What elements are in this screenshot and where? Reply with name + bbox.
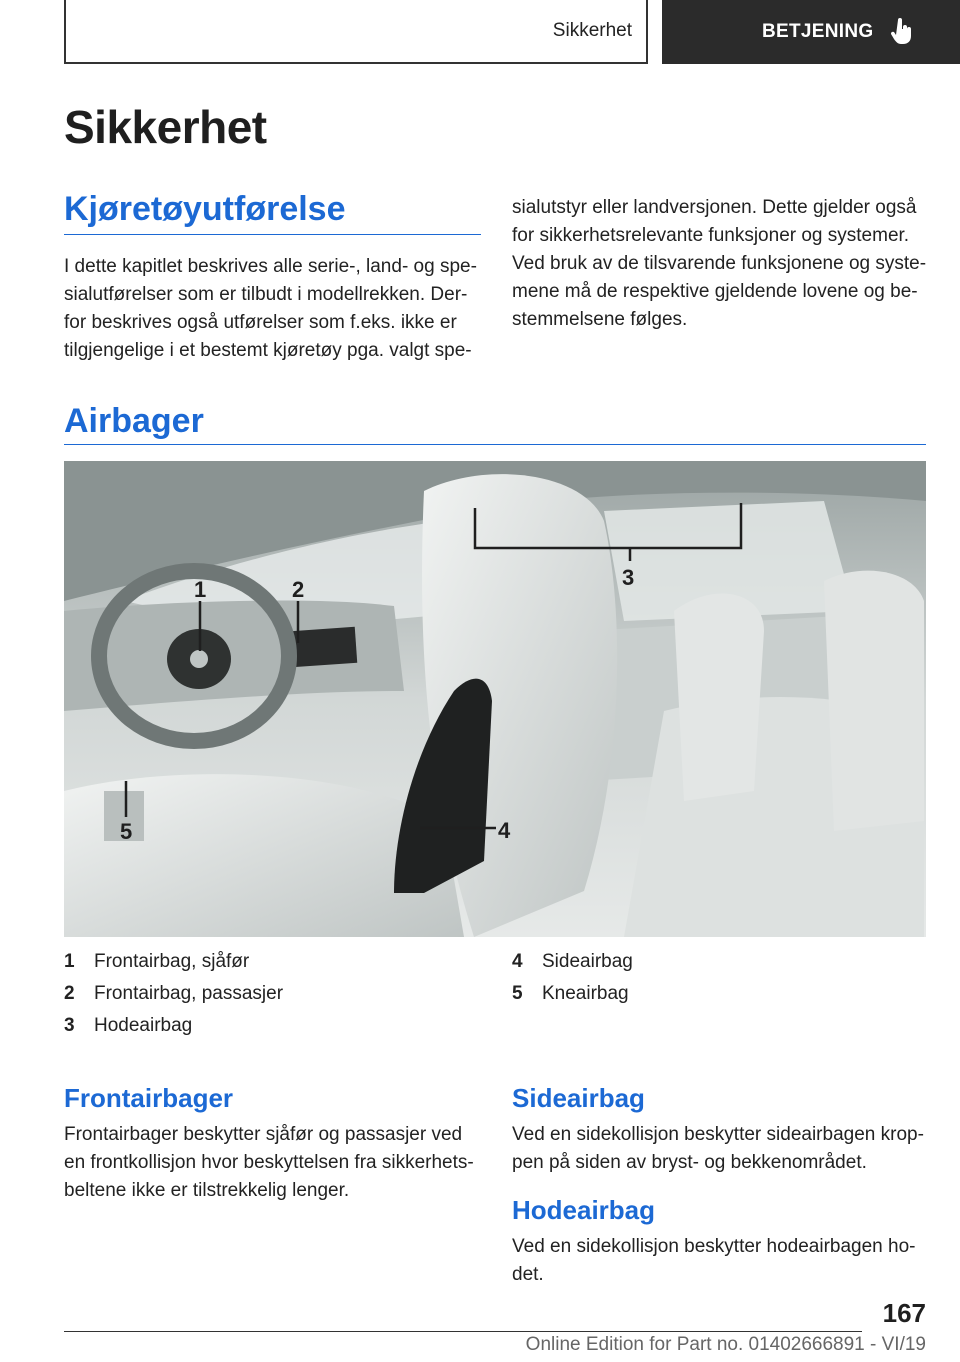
legend-item bbox=[64, 946, 484, 978]
side-text bbox=[512, 1121, 952, 1177]
legend-number: 1 bbox=[64, 951, 75, 972]
page-title: Sikkerhet bbox=[64, 101, 267, 153]
text-line: beltene ikke er tilstrekkelig lenger. bbox=[64, 1180, 350, 1201]
section-heading-airbags: Airbager bbox=[64, 402, 204, 440]
header-section-tab bbox=[64, 0, 648, 64]
legend-number: 5 bbox=[512, 983, 523, 1004]
vehicle-text-col1 bbox=[64, 253, 484, 365]
legend-number: 3 bbox=[64, 1015, 75, 1036]
footer-edition-text: Online Edition for Part no. 01402666891 - VI/19 bbox=[525, 1334, 926, 1355]
text-line: for beskrives også utførelser som f.eks. ikke er bbox=[64, 312, 457, 333]
text-line: Ved en sidekollisjon beskytter hodeairbagen ho- bbox=[512, 1236, 916, 1257]
header-section-label: Sikkerhet bbox=[552, 20, 632, 41]
front-text bbox=[64, 1121, 504, 1205]
text-line: en frontkollisjon hvor beskyttelsen fra sikkerhets- bbox=[64, 1152, 474, 1173]
legend-label: Frontairbag, passasjer bbox=[94, 983, 284, 1004]
legend-item bbox=[512, 978, 932, 1010]
legend-number: 2 bbox=[64, 983, 75, 1004]
callout-1: 1 bbox=[194, 577, 207, 602]
section-rule-airbags bbox=[64, 444, 926, 445]
legend-item bbox=[64, 978, 484, 1010]
callout-3: 3 bbox=[622, 565, 635, 590]
text-line: tilgjengelige i et bestemt kjøretøy pga. valgt spe- bbox=[64, 340, 472, 361]
airbag-illustration bbox=[64, 461, 926, 937]
header-chapter-label: BETJENING bbox=[762, 21, 874, 42]
text-line: sialutstyr eller landversjonen. Dette gjelder også bbox=[512, 197, 917, 218]
text-line: Ved bruk av de tilsvarende funksjonene og syste- bbox=[512, 253, 927, 274]
callout-2: 2 bbox=[292, 577, 305, 602]
legend-number: 4 bbox=[512, 951, 523, 972]
legend-col1 bbox=[64, 946, 484, 1042]
text-line: mene må de respektive gjeldende lovene og be- bbox=[512, 281, 918, 302]
section-heading-head: Hodeairbag bbox=[512, 1195, 656, 1225]
footer-rule bbox=[64, 1331, 862, 1332]
text-line: Frontairbager beskytter sjåfør og passasjer ved bbox=[64, 1124, 463, 1145]
text-line: for sikkerhetsrelevante funksjoner og systemer. bbox=[512, 225, 910, 246]
legend-label: Frontairbag, sjåfør bbox=[94, 951, 250, 972]
text-line: Ved en sidekollisjon beskytter sideairbagen krop- bbox=[512, 1124, 924, 1145]
text-line: stemmelsene følges. bbox=[512, 309, 688, 330]
legend-label: Kneairbag bbox=[542, 983, 629, 1004]
section-heading-vehicle: Kjøretøyutførelse bbox=[64, 190, 346, 228]
callout-5: 5 bbox=[120, 819, 133, 844]
legend-col2 bbox=[512, 946, 932, 1010]
text-line: pen på siden av bryst- og bekkenområdet. bbox=[512, 1152, 867, 1173]
section-heading-front: Frontairbager bbox=[64, 1083, 234, 1113]
section-heading-side: Sideairbag bbox=[512, 1083, 645, 1113]
hand-pointer-icon bbox=[891, 18, 913, 46]
page-number: 167 bbox=[882, 1298, 926, 1328]
header-chapter-tab bbox=[662, 0, 960, 64]
text-line: sialutførelser som er tilbudt i modellrekken. Der- bbox=[64, 284, 468, 305]
car-interior-drawing bbox=[64, 461, 926, 937]
text-line: I dette kapitlet beskrives alle serie-, land- og spe- bbox=[64, 256, 477, 277]
legend-label: Sideairbag bbox=[542, 951, 633, 972]
text-line: det. bbox=[512, 1264, 544, 1285]
callout-4: 4 bbox=[498, 818, 511, 843]
legend-item bbox=[64, 1010, 484, 1042]
vehicle-text-col2 bbox=[512, 194, 932, 334]
legend-item bbox=[512, 946, 932, 978]
legend-label: Hodeairbag bbox=[94, 1015, 193, 1036]
head-text bbox=[512, 1233, 952, 1289]
section-rule-vehicle bbox=[64, 234, 481, 235]
